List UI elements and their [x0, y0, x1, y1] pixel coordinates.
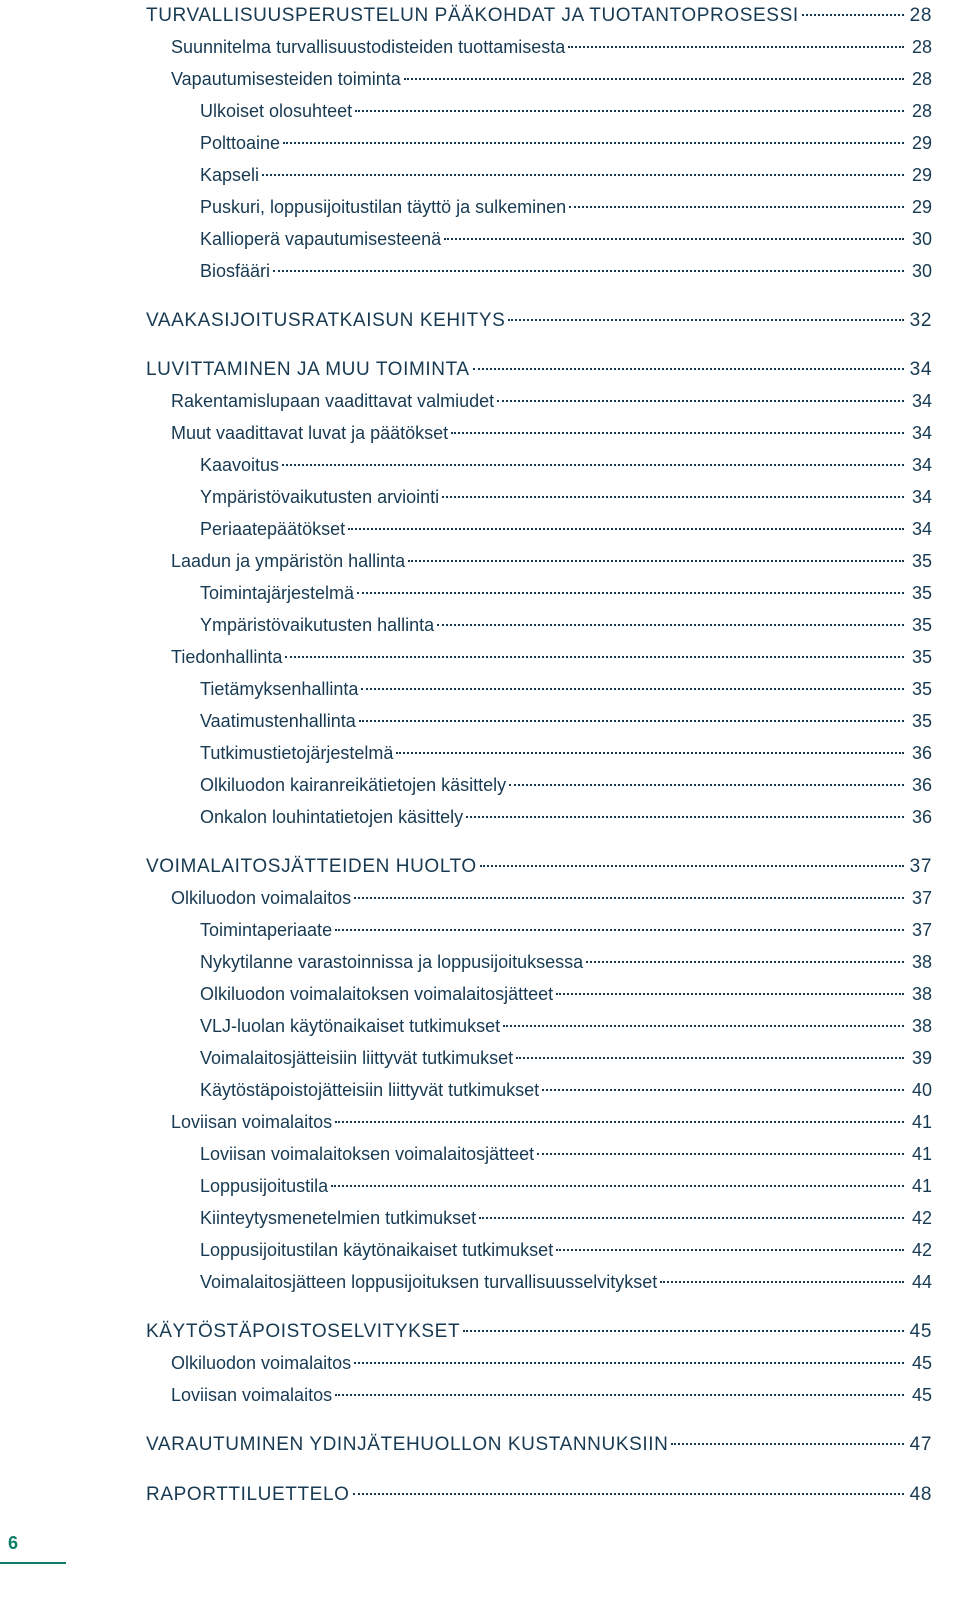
dot-leader [335, 912, 904, 931]
toc-entry[interactable] [146, 388, 932, 414]
toc-entry-title: Tietämyksenhallinta [200, 679, 359, 699]
toc-entry-page: 30 [911, 229, 932, 249]
toc-entry[interactable] [146, 1077, 932, 1103]
toc-entry[interactable] [146, 548, 932, 574]
toc-entry[interactable] [146, 66, 932, 92]
toc-entry-title: Käytöstäpoistojätteisiin liittyvät tutkimukset [200, 1080, 540, 1100]
toc-entry-page: 41 [911, 1144, 932, 1164]
toc-entry[interactable] [146, 130, 932, 156]
dot-leader [442, 479, 904, 498]
toc-entry-page: 35 [911, 583, 932, 603]
toc-entry-page: 35 [911, 551, 932, 571]
toc-entry[interactable] [146, 1237, 932, 1263]
dot-leader [451, 415, 904, 434]
dot-leader [353, 1476, 904, 1495]
toc-entry[interactable] [146, 226, 932, 252]
toc-entry-title: Loviisan voimalaitos [171, 1112, 333, 1132]
toc-entry-page: 45 [911, 1353, 932, 1373]
dot-leader [285, 639, 904, 658]
dot-leader [660, 1264, 904, 1283]
dot-leader [480, 848, 904, 867]
toc-entry-page: 29 [911, 133, 932, 153]
toc-entry-page: 34 [909, 359, 932, 380]
dot-leader [354, 880, 904, 899]
dot-leader [508, 302, 903, 321]
toc-entry-page: 42 [911, 1240, 932, 1260]
toc-entry[interactable] [146, 1045, 932, 1071]
dot-leader [282, 447, 904, 466]
toc-heading[interactable] [146, 1481, 932, 1507]
toc-entry[interactable] [146, 676, 932, 702]
toc-entry-page: 32 [909, 310, 932, 331]
toc-entry-page: 37 [911, 888, 932, 908]
toc-entry-title: Kiinteytysmenetelmien tutkimukset [200, 1208, 477, 1228]
page-number-rule [0, 1562, 66, 1564]
toc-entry-page: 37 [911, 920, 932, 940]
dot-leader [509, 767, 904, 786]
toc-entry[interactable] [146, 1109, 932, 1135]
dot-leader [516, 1040, 904, 1059]
toc-entry[interactable] [146, 162, 932, 188]
toc-entry-title: Laadun ja ympäristön hallinta [171, 551, 406, 571]
toc-entry[interactable] [146, 885, 932, 911]
dot-leader [359, 703, 904, 722]
toc-entry-title: VOIMALAITOSJÄTTEIDEN HUOLTO [146, 856, 477, 877]
toc-entry-title: VAAKASIJOITUSRATKAISUN KEHITYS [146, 310, 506, 331]
toc-entry-page: 28 [911, 101, 932, 121]
toc-entry-title: Biosfääri [200, 261, 271, 281]
toc-entry-title: Voimalaitosjätteen loppusijoituksen turvallisuusselvitykset [200, 1272, 658, 1292]
toc-entry-page: 45 [911, 1385, 932, 1405]
toc-entry-title: Toimintaperiaate [200, 920, 333, 940]
toc-entry-page: 38 [911, 1016, 932, 1036]
toc-entry-page: 35 [911, 647, 932, 667]
dot-leader [503, 1008, 904, 1027]
toc-entry-title: Olkiluodon voimalaitos [171, 1353, 352, 1373]
toc-entry-title: Olkiluodon kairanreikätietojen käsittely [200, 775, 507, 795]
toc-entry-page: 38 [911, 952, 932, 972]
toc-heading[interactable] [146, 307, 932, 333]
dot-leader [537, 1136, 904, 1155]
toc-entry-title: Ympäristövaikutusten hallinta [200, 615, 435, 635]
toc-entry[interactable] [146, 34, 932, 60]
toc-entry-title: Toimintajärjestelmä [200, 583, 355, 603]
toc-entry[interactable] [146, 612, 932, 638]
toc-entry-title: Olkiluodon voimalaitos [171, 888, 352, 908]
toc-entry-page: 41 [911, 1176, 932, 1196]
page-number: 6 [8, 1533, 19, 1553]
toc-entry[interactable] [146, 516, 932, 542]
toc-heading[interactable] [146, 853, 932, 879]
toc-entry-page: 38 [911, 984, 932, 1004]
toc-entry[interactable] [146, 420, 932, 446]
toc-entry[interactable] [146, 949, 932, 975]
toc-entry[interactable] [146, 708, 932, 734]
dot-leader [283, 125, 904, 144]
toc-entry[interactable] [146, 1205, 932, 1231]
dot-leader [479, 1200, 904, 1219]
toc-entry-title: Onkalon louhintatietojen käsittely [200, 807, 464, 827]
toc-entry[interactable] [146, 917, 932, 943]
toc-entry-title: Rakentamislupaan vaadittavat valmiudet [171, 391, 495, 411]
toc-entry-page: 47 [909, 1434, 932, 1455]
toc-entry-page: 35 [911, 679, 932, 699]
toc-entry-title: Muut vaadittavat luvat ja päätökset [171, 423, 449, 443]
toc-heading[interactable] [146, 2, 932, 28]
dot-leader [331, 1168, 904, 1187]
toc-entry-page: 36 [911, 743, 932, 763]
toc-entry-title: Suunnitelma turvallisuustodisteiden tuottamisesta [171, 37, 566, 57]
toc-entry[interactable] [146, 1141, 932, 1167]
toc-entry-page: 35 [911, 711, 932, 731]
toc-entry-title: Voimalaitosjätteisiin liittyvät tutkimukset [200, 1048, 514, 1068]
dot-leader [671, 1426, 903, 1445]
toc-entry-page: 34 [911, 391, 932, 411]
dot-leader [569, 189, 904, 208]
toc-entry-page: 36 [911, 807, 932, 827]
toc-entry-page: 34 [911, 423, 932, 443]
dot-leader [556, 1232, 904, 1251]
toc-entry-page: 41 [911, 1112, 932, 1132]
toc-entry-title: Vapautumisesteiden toiminta [171, 69, 401, 89]
toc-entry-page: 35 [911, 615, 932, 635]
toc-entry-title: Tutkimustietojärjestelmä [200, 743, 394, 763]
toc-entry-title: Periaatepäätökset [200, 519, 346, 539]
dot-leader [396, 735, 904, 754]
toc-entry-title: Kallioperä vapautumisesteenä [200, 229, 442, 249]
toc-entry-title: Loppusijoitustilan käytönaikaiset tutkimukset [200, 1240, 554, 1260]
toc-entry-page: 28 [911, 37, 932, 57]
toc-entry-page: 29 [911, 165, 932, 185]
dot-leader [444, 221, 904, 240]
toc-entry-title: RAPORTTILUETTELO [146, 1484, 350, 1505]
toc-entry-title: Tiedonhallinta [171, 647, 283, 667]
dot-leader [361, 671, 904, 690]
dot-leader [357, 575, 904, 594]
toc-entry-page: 36 [911, 775, 932, 795]
toc-entry-title: Loppusijoitustila [200, 1176, 329, 1196]
toc-entry-page: 30 [911, 261, 932, 281]
toc-entry-page: 37 [909, 856, 932, 877]
toc-entry[interactable] [146, 452, 932, 478]
toc-entry-page: 34 [911, 455, 932, 475]
toc-entry[interactable] [146, 98, 932, 124]
toc-entry[interactable] [146, 258, 932, 284]
toc-entry[interactable] [146, 981, 932, 1007]
dot-leader [497, 383, 904, 402]
toc-entry-title: Nykytilanne varastoinnissa ja loppusijoituksessa [200, 952, 584, 972]
toc-entry-page: 28 [911, 69, 932, 89]
dot-leader [802, 0, 904, 16]
toc-entry-title: Ympäristövaikutusten arviointi [200, 487, 440, 507]
dot-leader [348, 511, 904, 530]
dot-leader [335, 1104, 904, 1123]
dot-leader [437, 607, 904, 626]
toc-entry-title: Polttoaine [200, 133, 281, 153]
toc-entry[interactable] [146, 1173, 932, 1199]
toc-entry[interactable] [146, 1350, 932, 1376]
toc-entry[interactable] [146, 804, 932, 830]
toc-entry-title: Loviisan voimalaitos [171, 1385, 333, 1405]
toc-entry-page: 42 [911, 1208, 932, 1228]
dot-leader [408, 543, 904, 562]
dot-leader [262, 157, 904, 176]
toc-entry-title: KÄYTÖSTÄPOISTOSELVITYKSET [146, 1321, 461, 1342]
toc-heading[interactable] [146, 1431, 932, 1457]
toc-entry-title: TURVALLISUUSPERUSTELUN PÄÄKOHDAT JA TUOTANTOPROSESSI [146, 5, 799, 26]
dot-leader [354, 1345, 904, 1364]
toc-entry[interactable] [146, 194, 932, 220]
toc-entry-title: VLJ-luolan käytönaikaiset tutkimukset [200, 1016, 501, 1036]
dot-leader [473, 351, 904, 370]
toc-entry[interactable] [146, 1382, 932, 1408]
dot-leader [463, 1313, 903, 1332]
dot-leader [556, 976, 904, 995]
toc-entry-title: Loviisan voimalaitoksen voimalaitosjätteet [200, 1144, 535, 1164]
toc-entry[interactable] [146, 1269, 932, 1295]
dot-leader [586, 944, 904, 963]
toc-entry-page: 34 [911, 519, 932, 539]
toc-entry-page: 48 [909, 1484, 932, 1505]
toc-entry-page: 39 [911, 1048, 932, 1068]
toc-entry-title: Vaatimustenhallinta [200, 711, 356, 731]
toc-entry-title: LUVITTAMINEN JA MUU TOIMINTA [146, 359, 470, 380]
toc-entry-title: VARAUTUMINEN YDINJÄTEHUOLLON KUSTANNUKSIIN [146, 1434, 669, 1455]
toc-entry[interactable] [146, 580, 932, 606]
toc-heading[interactable] [146, 1318, 932, 1344]
dot-leader [542, 1072, 904, 1091]
dot-leader [273, 253, 904, 272]
toc-entry[interactable] [146, 484, 932, 510]
toc-entry[interactable] [146, 772, 932, 798]
dot-leader [404, 61, 904, 80]
toc-entry[interactable] [146, 1013, 932, 1039]
dot-leader [568, 29, 904, 48]
toc-entry-title: Kapseli [200, 165, 260, 185]
toc-entry-title: Ulkoiset olosuhteet [200, 101, 353, 121]
toc-entry-title: Olkiluodon voimalaitoksen voimalaitosjätteet [200, 984, 554, 1004]
toc-entry-title: Kaavoitus [200, 455, 280, 475]
toc-entry-page: 40 [911, 1080, 932, 1100]
toc-entry-page: 44 [911, 1272, 932, 1292]
toc-heading[interactable] [146, 356, 932, 382]
dot-leader [355, 93, 904, 112]
dot-leader [466, 799, 904, 818]
toc-entry-page: 29 [911, 197, 932, 217]
dot-leader [335, 1377, 904, 1396]
toc-entry[interactable] [146, 644, 932, 670]
toc-entry-page: 34 [911, 487, 932, 507]
toc-entry-title: Puskuri, loppusijoitustilan täyttö ja sulkeminen [200, 197, 567, 217]
toc-entry-page: 45 [909, 1321, 932, 1342]
toc-entry[interactable] [146, 740, 932, 766]
toc-entry-page: 28 [909, 5, 932, 26]
